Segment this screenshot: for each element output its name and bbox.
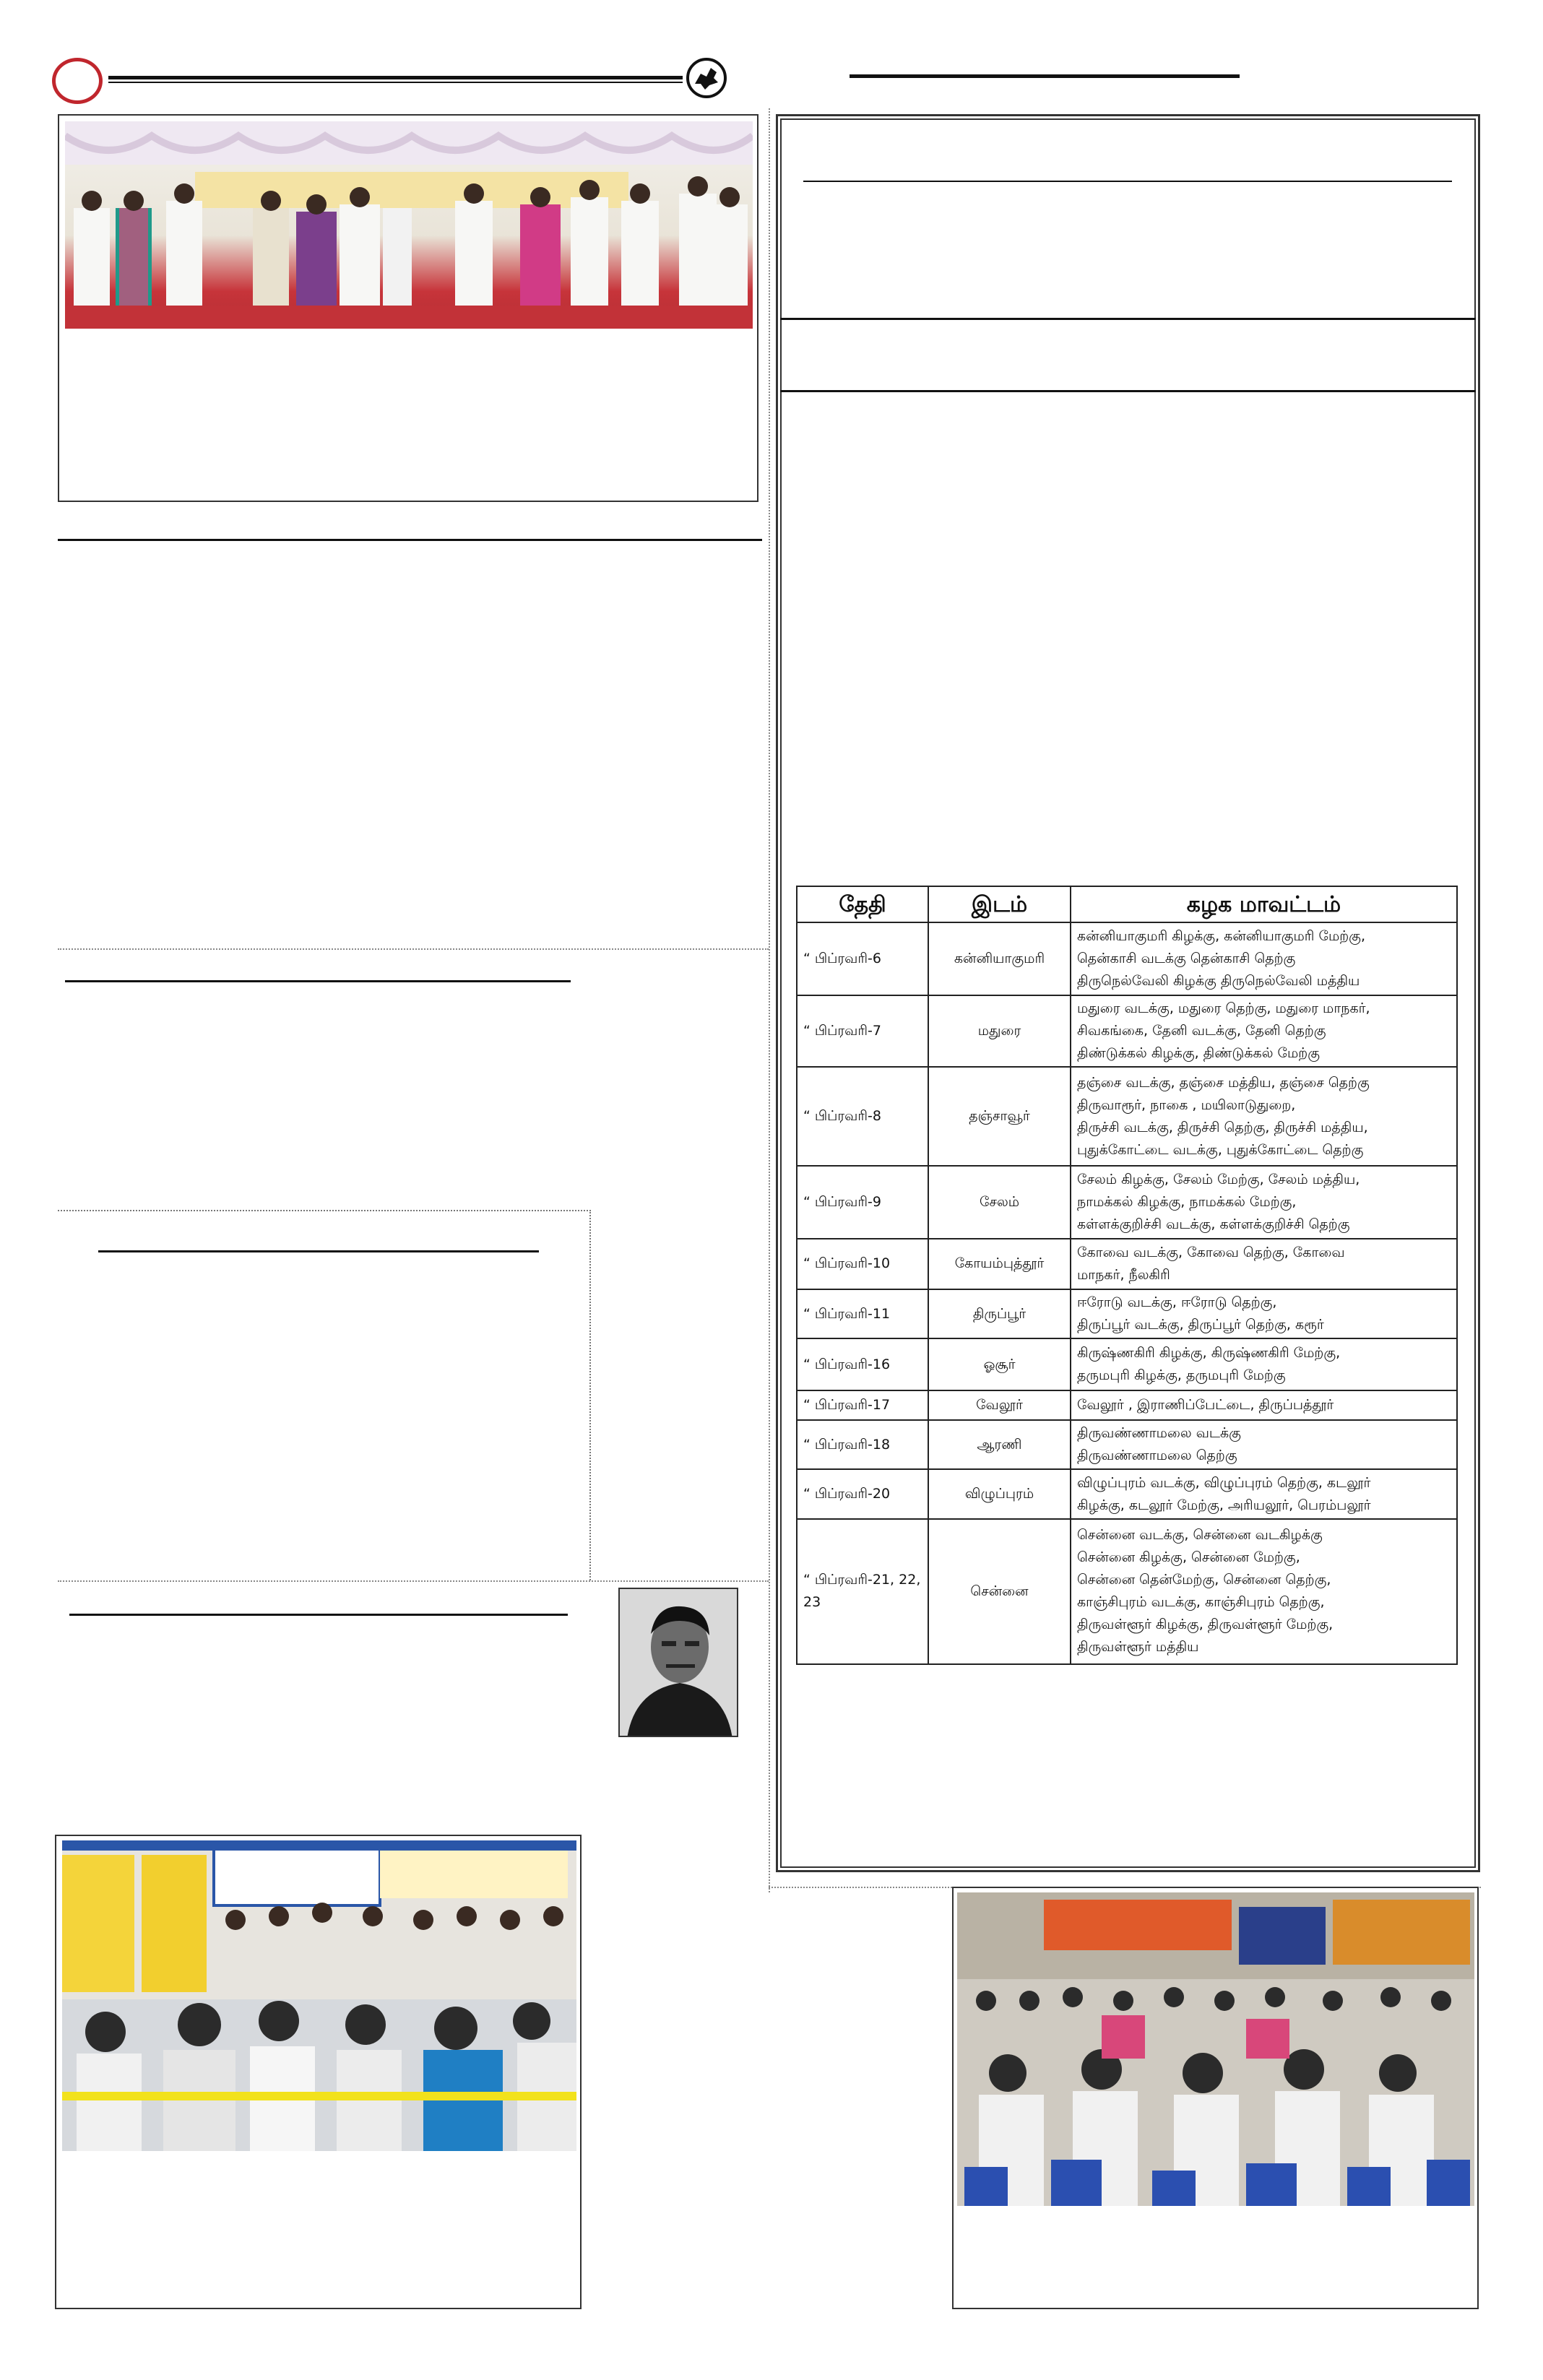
district-line: திருவண்ணாமலை தெற்கு: [1077, 1448, 1237, 1464]
schedule-date-cell: “ பிப்ரவரி-17: [797, 1390, 928, 1420]
left-box-rule: [98, 1250, 539, 1252]
protest-gathering-photo: [957, 1892, 1474, 2206]
district-line: கிழக்கு, கடலூர் மேற்கு, அரியலூர், பெரம்பலூர்: [1077, 1497, 1371, 1513]
schedule-row: [797, 1067, 1457, 1166]
district-line: திருப்பூர் வடக்கு, திருப்பூர் தெற்கு, கரூர்: [1077, 1317, 1324, 1333]
obituary-rule: [69, 1614, 568, 1616]
district-line: திருச்சி வடக்கு, திருச்சி தெற்கு, திருச்சி மத்திய,: [1077, 1119, 1368, 1135]
district-line: தருமபுரி கிழக்கு, தருமபுரி மேற்கு: [1077, 1367, 1286, 1384]
schedule-row: [797, 922, 1457, 995]
schedule-row: [797, 995, 1457, 1068]
schedule-district-cell: [1071, 1469, 1457, 1518]
schedule-row: [797, 1519, 1457, 1664]
schedule-district-cell: [1071, 1166, 1457, 1239]
schedule-row: [797, 1166, 1457, 1239]
header-date: தேதி: [797, 886, 928, 922]
schedule-date-cell: “ பிப்ரவரி-20: [797, 1469, 928, 1518]
award-ceremony-photo: [65, 121, 753, 329]
right-section-rule-2: [780, 390, 1476, 392]
schedule-district-cell: [1071, 922, 1457, 995]
schedule-date-cell: “ பிப்ரவரி-18: [797, 1420, 928, 1469]
schedule-district-cell: [1071, 1338, 1457, 1390]
left-dotted-divider: [58, 948, 769, 950]
schedule-date-cell: “ பிப்ரவரி-8: [797, 1067, 928, 1166]
masthead-rule-thin: [108, 82, 683, 83]
schedule-row: [797, 1469, 1457, 1518]
district-line: சென்னை தென்மேற்கு, சென்னை தெற்கு,: [1077, 1572, 1331, 1588]
district-line: கிருஷ்ணகிரி கிழக்கு, கிருஷ்ணகிரி மேற்கு,: [1077, 1345, 1341, 1362]
district-line: ஈரோடு வடக்கு, ஈரோடு தெற்கு,: [1077, 1294, 1277, 1311]
header-district: கழக மாவட்டம்: [1071, 886, 1457, 922]
schedule-place-cell: திருப்பூர்: [928, 1289, 1071, 1338]
left-section-rule: [58, 539, 762, 541]
schedule-place-cell: ஓசூர்: [928, 1338, 1071, 1390]
left-dotted-divider-2: [58, 1580, 769, 1582]
schedule-row: [797, 1420, 1457, 1469]
district-line: தென்காசி வடக்கு தென்காசி தெற்கு: [1077, 950, 1296, 966]
schedule-place-cell: விழுப்புரம்: [928, 1469, 1071, 1518]
schedule-district-cell: [1071, 1289, 1457, 1338]
schedule-row: [797, 1338, 1457, 1390]
district-line: மாநகர், நீலகிரி: [1077, 1266, 1170, 1283]
district-line: கோவை வடக்கு, கோவை தெற்கு, கோவை: [1077, 1244, 1345, 1260]
left-dotted-box: [58, 1210, 591, 1580]
left-subsection-rule: [65, 980, 571, 982]
schedule-district-cell: [1071, 995, 1457, 1068]
schedule-district-cell: [1071, 1390, 1457, 1420]
district-line: திருவள்ளூர் மத்திய: [1077, 1639, 1199, 1656]
masthead-right-rule: [850, 74, 1240, 78]
schedule-row: [797, 1289, 1457, 1338]
party-emblem-icon: [686, 58, 727, 98]
schedule-place-cell: மதுரை: [928, 995, 1071, 1068]
schedule-district-cell: [1071, 1067, 1457, 1166]
schedule-place-cell: கன்னியாகுமரி: [928, 922, 1071, 995]
schedule-date-cell: “ பிப்ரவரி-9: [797, 1166, 928, 1239]
district-line: கள்ளக்குறிச்சி வடக்கு, கள்ளக்குறிச்சி தெற்கு: [1077, 1216, 1350, 1232]
district-line: திருவாரூர், நாகை , மயிலாடுதுறை,: [1077, 1096, 1296, 1113]
schedule-place-cell: ஆரணி: [928, 1420, 1071, 1469]
schedule-district-cell: [1071, 1420, 1457, 1469]
district-line: சென்னை கிழக்கு, சென்னை மேற்கு,: [1077, 1549, 1300, 1566]
masthead-logo-ring: [52, 58, 103, 104]
district-line: மதுரை வடக்கு, மதுரை தெற்கு, மதுரை மாநகர்,: [1077, 1000, 1370, 1016]
schedule-date-cell: “ பிப்ரவரி-10: [797, 1239, 928, 1289]
schedule-date-cell: “ பிப்ரவரி-16: [797, 1338, 928, 1390]
schedule-place-cell: சென்னை: [928, 1519, 1071, 1664]
schedule-district-cell: [1071, 1239, 1457, 1289]
column-dotted-separator: [769, 108, 770, 1892]
schedule-date-cell: “ பிப்ரவரி-6: [797, 922, 928, 995]
schedule-date-cell: “ பிப்ரவரி-7: [797, 995, 928, 1068]
schedule-place-cell: கோயம்புத்தூர்: [928, 1239, 1071, 1289]
ribbon-cutting-photo: [62, 1840, 576, 2151]
district-line: விழுப்புரம் வடக்கு, விழுப்புரம் தெற்கு, கடலூர்: [1077, 1474, 1371, 1491]
schedule-date-cell: “ பிப்ரவரி-11: [797, 1289, 928, 1338]
district-line: காஞ்சிபுரம் வடக்கு, காஞ்சிபுரம் தெற்கு,: [1077, 1594, 1325, 1611]
header-place: இடம்: [928, 886, 1071, 922]
meeting-schedule-table: [796, 886, 1456, 1665]
schedule-row: [797, 1239, 1457, 1289]
district-line: நாமக்கல் கிழக்கு, நாமக்கல் மேற்கு,: [1077, 1193, 1297, 1210]
district-line: திருவள்ளூர் கிழக்கு, திருவள்ளூர் மேற்கு,: [1077, 1617, 1334, 1633]
district-line: சென்னை வடக்கு, சென்னை வடகிழக்கு: [1077, 1527, 1323, 1544]
portrait-photo: [618, 1588, 738, 1737]
right-title-rule: [803, 181, 1452, 182]
schedule-row: [797, 1390, 1457, 1420]
schedule-district-cell: [1071, 1519, 1457, 1664]
district-line: சிவகங்கை, தேனி வடக்கு, தேனி தெற்கு: [1077, 1022, 1326, 1039]
right-section-rule-1: [780, 318, 1476, 320]
schedule-place-cell: சேலம்: [928, 1166, 1071, 1239]
district-line: சேலம் கிழக்கு, சேலம் மேற்கு, சேலம் மத்திய,: [1077, 1171, 1360, 1187]
district-line: திருநெல்வேலி கிழக்கு திருநெல்வேலி மத்திய: [1077, 972, 1360, 989]
schedule-place-cell: தஞ்சாவூர்: [928, 1067, 1071, 1166]
district-line: வேலூர் , இராணிப்பேட்டை, திருப்பத்தூர்: [1077, 1396, 1334, 1413]
masthead-rule: [108, 76, 683, 79]
schedule-date-cell: “ பிப்ரவரி-21, 22, 23: [797, 1519, 928, 1664]
district-line: தஞ்சை வடக்கு, தஞ்சை மத்திய, தஞ்சை தெற்கு: [1077, 1074, 1370, 1091]
district-line: திருவண்ணாமலை வடக்கு: [1077, 1425, 1241, 1442]
district-line: கன்னியாகுமரி கிழக்கு, கன்னியாகுமரி மேற்கு,: [1077, 927, 1365, 944]
schedule-place-cell: வேலூர்: [928, 1390, 1071, 1420]
district-line: திண்டுக்கல் கிழக்கு, திண்டுக்கல் மேற்கு: [1077, 1044, 1320, 1061]
district-line: புதுக்கோட்டை வடக்கு, புதுக்கோட்டை தெற்கு: [1077, 1141, 1364, 1158]
